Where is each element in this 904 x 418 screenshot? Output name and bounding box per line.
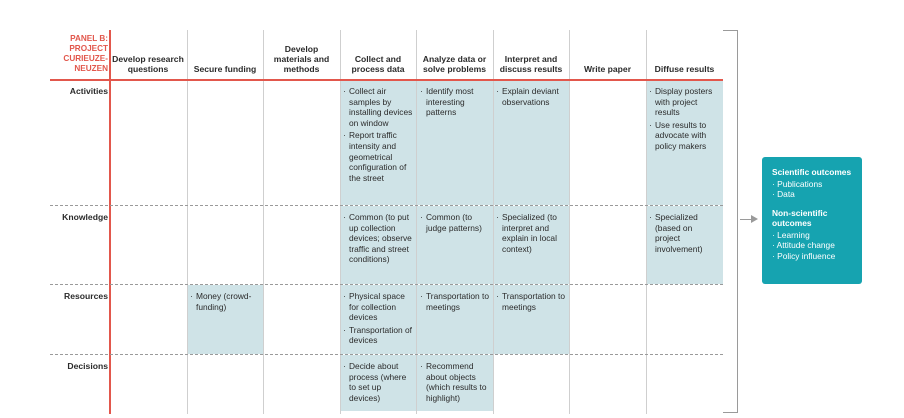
list-item: · Common (to judge patterns) [420, 212, 490, 233]
cell-resources-interpret [496, 291, 566, 314]
outcome-item: · Attitude change [772, 240, 835, 250]
header-divider-horizontal [50, 79, 723, 81]
row-header-activities: Activities [69, 86, 108, 96]
list-item: · Use results to advocate with policy makers [649, 120, 721, 152]
column-divider [646, 30, 647, 414]
column-divider [187, 30, 188, 414]
scientific-outcomes-title: Scientific outcomes [772, 167, 852, 177]
column-header: Analyze data or solve problems [422, 54, 487, 74]
list-item: · Transportation of devices [343, 325, 413, 346]
outcome-item-label: Attitude change [776, 240, 835, 250]
outcome-item: · Policy influence [772, 250, 836, 261]
row-divider [50, 205, 723, 206]
list-item: · Specialized (based on project involvement) [649, 212, 719, 254]
list-item: · Specialized (to interpret and explain in local context) [496, 212, 567, 254]
outcome-item-label: Data [777, 189, 795, 199]
list-item: · Money (crowd-funding) [190, 291, 260, 312]
column-header: Secure funding [193, 64, 257, 74]
list-item: · Recommend about objects (which results to highlight) [420, 361, 490, 403]
cell-activities-diffuse [649, 86, 721, 154]
cell-resources-analyze [420, 291, 490, 314]
column-divider [263, 30, 264, 414]
row-divider [50, 284, 723, 285]
list-item: · Display posters with project results [649, 86, 721, 118]
outcome-item: · Publications [772, 178, 823, 189]
column-header: Diffuse results [654, 64, 715, 74]
column-divider [340, 30, 341, 414]
cell-activities-interpret [496, 86, 566, 109]
row-header-decisions: Decisions [67, 361, 108, 371]
cell-decisions-collect [343, 361, 413, 405]
column-divider [416, 30, 417, 414]
column-header: Interpret and discuss results [499, 54, 563, 74]
outcome-item-label: Policy influence [777, 250, 836, 261]
list-item: · Transportation to meetings [496, 291, 566, 312]
list-item: · Report traffic intensity and geometrical configuration of the street [343, 130, 413, 183]
column-divider [493, 30, 494, 414]
list-item: · Physical space for collection devices [343, 291, 413, 323]
column-header: Collect and process data [351, 54, 405, 74]
header-divider-vertical [109, 30, 111, 414]
column-header: Develop research questions [112, 54, 184, 74]
list-item: · Transportation to meetings [420, 291, 490, 312]
column-divider [569, 30, 570, 414]
panel-title: PANEL B: PROJECT CURIEUZE-NEUZEN [63, 34, 108, 73]
cell-activities-collect [343, 86, 413, 185]
outcomes-box [762, 157, 862, 284]
cell-activities-analyze [420, 86, 490, 120]
cell-knowledge-interpret [496, 212, 567, 256]
row-header-knowledge: Knowledge [62, 212, 108, 222]
row-header-resources: Resources [64, 291, 108, 301]
row-divider [50, 354, 723, 355]
outcome-item-label: Learning [777, 229, 810, 240]
outcome-item: · Learning [772, 229, 810, 240]
column-header: Write paper [583, 64, 632, 74]
list-item: · Common (to put up collection devices; observe traffic and street conditions) [343, 212, 413, 265]
list-item: · Decide about process (where to set up devices) [343, 361, 413, 403]
outcome-item-label: Publications [777, 178, 823, 189]
cell-knowledge-diffuse [649, 212, 719, 256]
cell-decisions-analyze [420, 361, 490, 405]
list-item: · Explain deviant observations [496, 86, 566, 107]
cell-knowledge-collect [343, 212, 413, 267]
cell-resources-funding [190, 291, 260, 314]
outcome-item: · Data [772, 189, 795, 199]
list-item: · Collect air samples by installing devices on window [343, 86, 413, 128]
arrow-right-icon [751, 215, 758, 223]
bracket [723, 30, 738, 413]
list-item: · Identify most interesting patterns [420, 86, 490, 118]
column-header: Develop materials and methods [273, 44, 330, 74]
cell-knowledge-analyze [420, 212, 490, 235]
nonscientific-outcomes-title: Non-scientific outcomes [772, 207, 828, 228]
cell-resources-collect [343, 291, 413, 348]
